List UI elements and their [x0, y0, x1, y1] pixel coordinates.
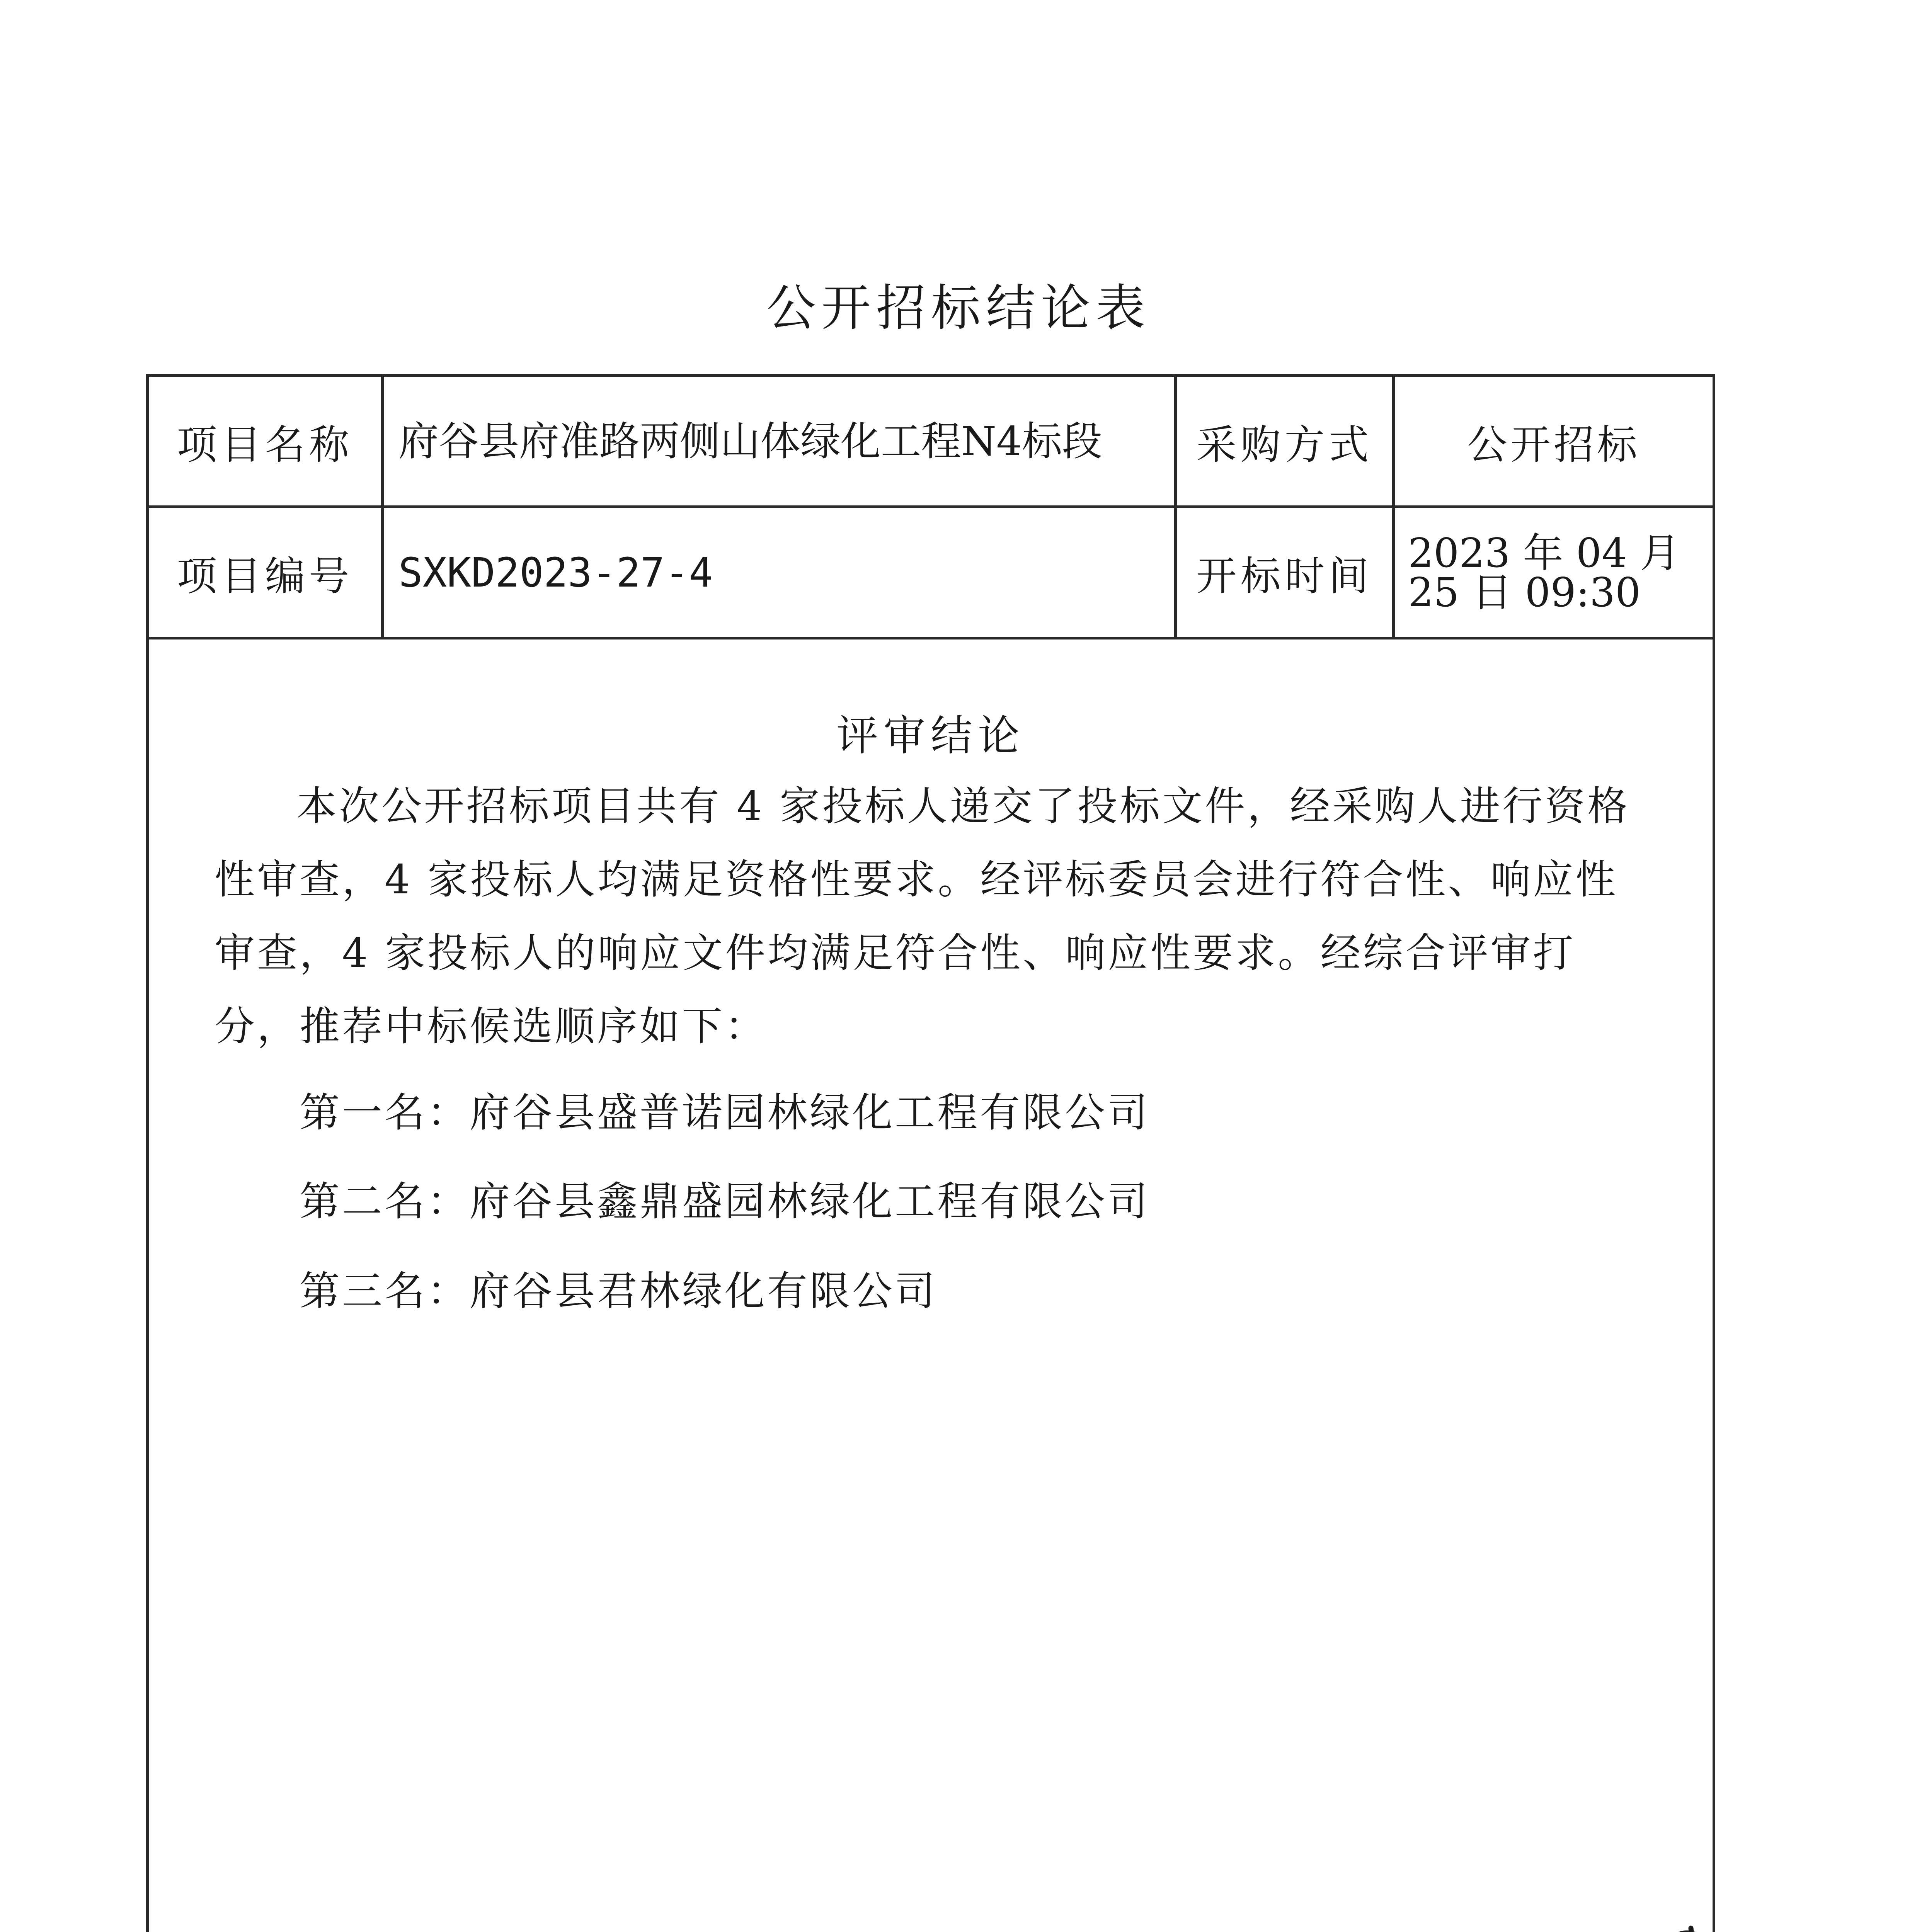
- bid-opening-time-value-cell: [1395, 508, 1713, 639]
- project-name-value: 府谷县府准路两侧山体绿化工程N4标段: [398, 417, 1103, 465]
- project-name-value-cell: [384, 377, 1177, 508]
- signature-4-mark: [1552, 1913, 1722, 1932]
- project-number-label: 项目编号: [149, 508, 384, 639]
- signature-4: [1552, 1913, 1722, 1932]
- ranking-first-company: 府谷县盛普诺园林绿化工程有限公司: [470, 1089, 1150, 1136]
- procurement-method-value: 公开招标: [1395, 377, 1713, 508]
- signature-1-mark: [759, 1922, 960, 1932]
- ranking-third-label: 第三名：: [300, 1267, 470, 1315]
- signature-1: [759, 1922, 960, 1932]
- project-number-value: SXKD2023-27-4: [384, 508, 1177, 639]
- ranking-third: [300, 1259, 937, 1316]
- signature-3-mark: [1355, 1918, 1556, 1932]
- signature-3: [1355, 1918, 1556, 1932]
- ranking-third-company: 府谷县君林绿化有限公司: [470, 1267, 938, 1315]
- bid-opening-time-label: 开标时间: [1177, 508, 1395, 639]
- signature-2: [1018, 1918, 1235, 1932]
- bid-opening-time-value: 2023 年 04 月 25 日 09:30: [1408, 529, 1680, 616]
- ranking-first: [300, 1080, 1150, 1138]
- conclusion-form-table: [146, 374, 1715, 1932]
- ranking-second-company: 府谷县鑫鼎盛园林绿化工程有限公司: [470, 1178, 1150, 1225]
- ranking-first-label: 第一名：: [300, 1089, 470, 1136]
- procurement-method-label: 采购方式: [1177, 377, 1395, 508]
- ranking-second-label: 第二名：: [300, 1178, 470, 1225]
- conclusion-paragraph: 本次公开招标项目共有 4 家投标人递交了投标文件，经采购人进行资格性审查，4 家投标人均满足资格性要求。经评标委员会进行符合性、响应性审查，4 家投标人的响应文件均满足符合性、响应性要求。经综合评审打分，推荐中标候选顺序如下：: [215, 782, 1630, 1050]
- project-name-label: 项目名称: [149, 377, 384, 508]
- ranking-second: [300, 1169, 1150, 1227]
- signature-2-mark: [1018, 1918, 1235, 1932]
- conclusion-heading: 评审结论: [836, 712, 1025, 760]
- page-title: 公开招标结论表: [766, 279, 1151, 337]
